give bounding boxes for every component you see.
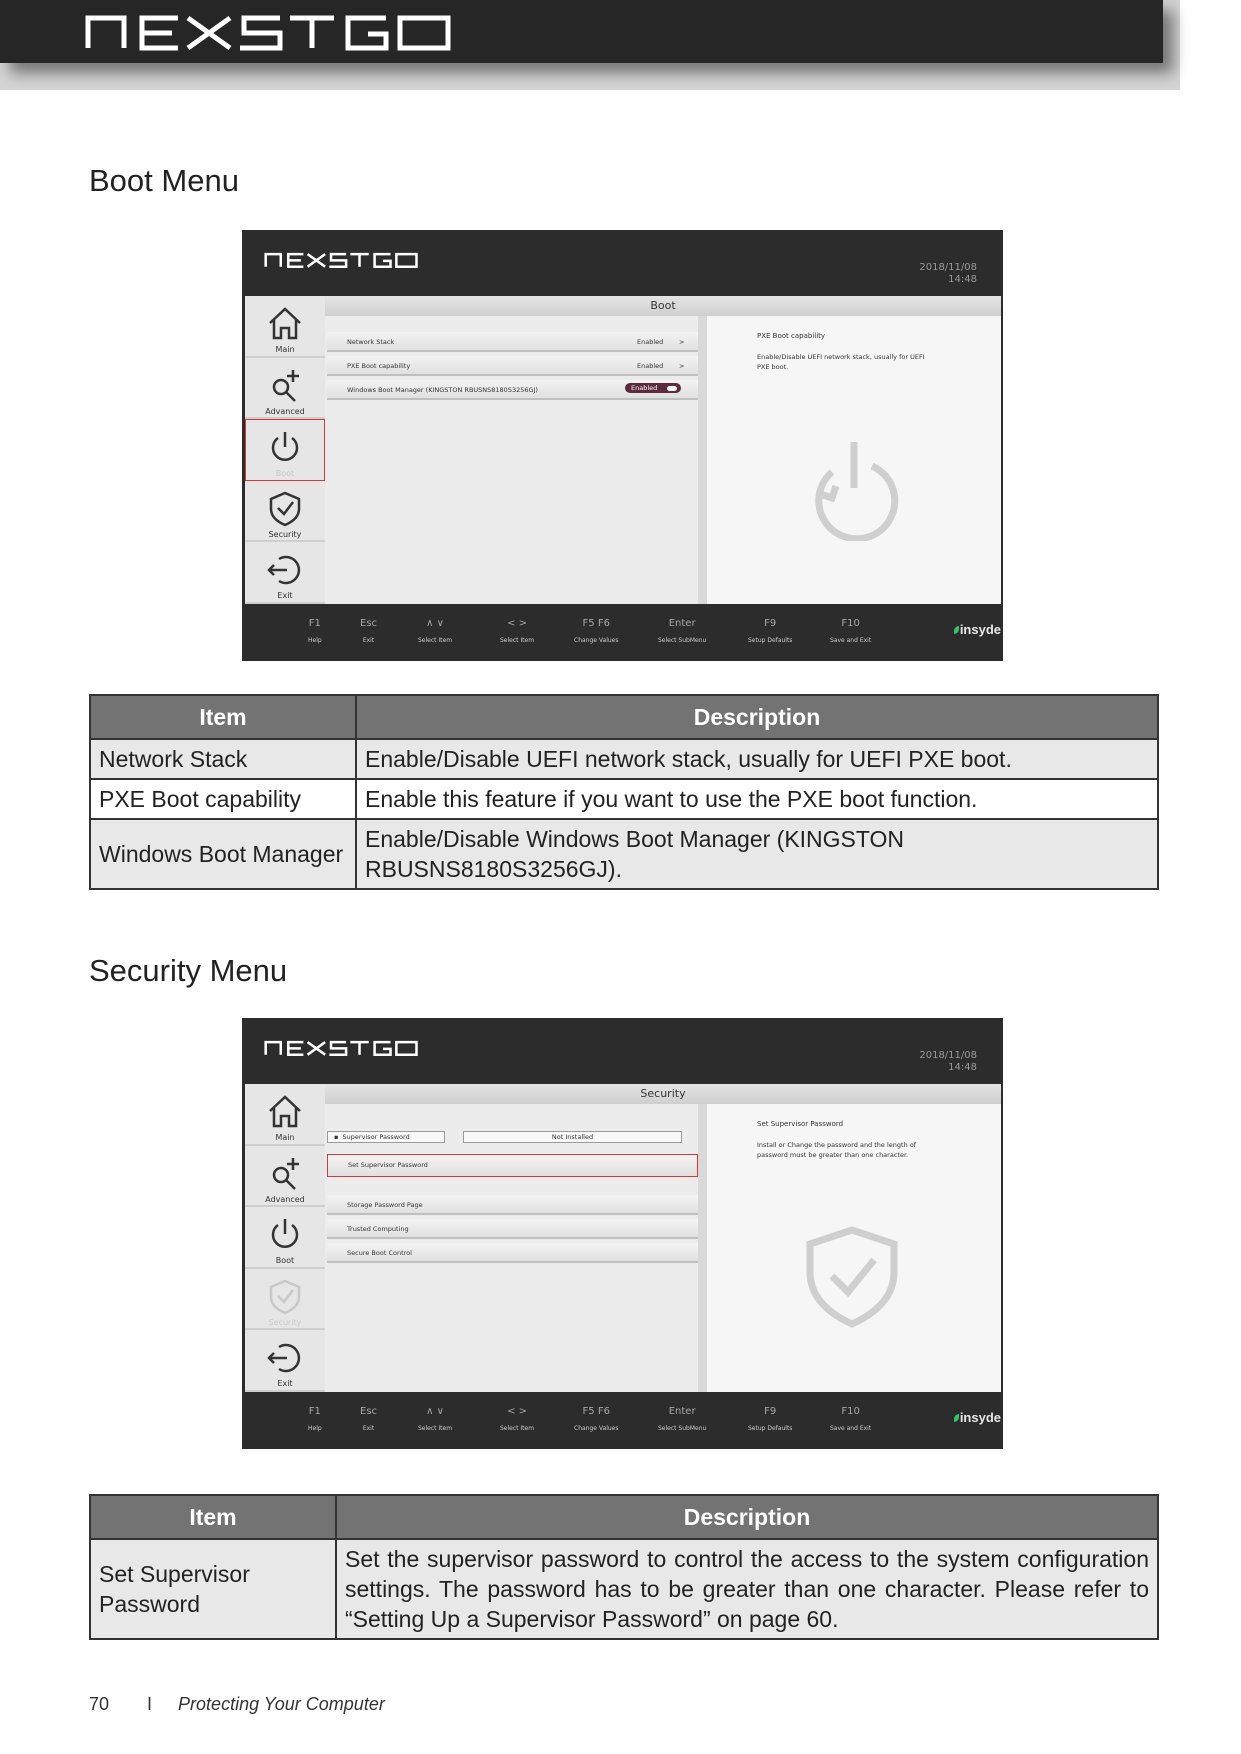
fkey-up-down: ∧ ∨ Select Item: [418, 618, 453, 644]
fkey-f10: F10 Save and Exit: [830, 618, 872, 644]
fkey-up-down: ∧ ∨ Select Item: [418, 1406, 453, 1432]
bios-date: 2018/11/08: [919, 1050, 977, 1061]
help-title: PXE Boot capability: [757, 332, 826, 340]
table-header-row: [90, 695, 1158, 739]
home-icon: [265, 1092, 305, 1130]
fkey-esc: Esc Exit: [360, 1406, 378, 1432]
item-cell: Set Supervisor Password: [90, 1539, 336, 1639]
bios-main-panel: [325, 296, 1001, 604]
bios-nexstgo-logo: [264, 250, 419, 270]
fkey-enter: Enter Select SubMenu: [658, 618, 707, 644]
bios-row-pxe-boot[interactable]: PXE Boot capability Enabled >: [327, 356, 698, 376]
fkey-f9: F9 Setup Defaults: [748, 1406, 793, 1432]
bios-row-trusted-computing[interactable]: Trusted Computing: [327, 1219, 698, 1239]
bios-key-legend: [242, 604, 1003, 661]
bios-divider: [698, 316, 707, 604]
exit-icon: [265, 1338, 305, 1376]
footer-separator: I: [147, 1694, 153, 1714]
bios-key-legend: [242, 1392, 1003, 1449]
description-cell: Set the supervisor password to control the access to the system configuration settings. The password has to be greater than one character. Please refer to “Setting Up a Supervisor Password” on page 60.: [336, 1539, 1158, 1639]
page-footer: [89, 1694, 385, 1715]
header-banner: [0, 0, 1163, 63]
bios-option-list: [325, 316, 698, 604]
supervisor-status-row: [327, 1130, 698, 1144]
search-plus-icon: [265, 366, 305, 404]
security-bios-screenshot: [242, 1018, 1003, 1449]
nav-security[interactable]: Security: [245, 481, 325, 543]
boot-bios-screenshot: [242, 230, 1003, 661]
fkey-left-right: < > Select Item: [500, 1406, 535, 1432]
bios-time: 14:48: [948, 1062, 977, 1073]
bios-divider: [698, 1104, 707, 1392]
power-icon: [265, 428, 305, 466]
description-cell: Enable/Disable UEFI network stack, usually for UEFI PXE boot.: [356, 739, 1158, 779]
bios-help-panel: [707, 316, 1001, 604]
chevron-right-icon: >: [679, 362, 685, 370]
bios-row-storage-password-page[interactable]: Storage Password Page: [327, 1195, 698, 1215]
help-text: Install or Change the password and the length of password must be greater than one character.: [757, 1141, 917, 1159]
nav-main[interactable]: Main: [245, 1084, 325, 1146]
table-row: [90, 779, 1158, 819]
item-cell: Windows Boot Manager: [90, 819, 356, 889]
shield-icon: [265, 489, 305, 527]
bios-row-windows-boot-manager[interactable]: Windows Boot Manager (KINGSTON RBUSNS8180S3256GJ) Enabled: [327, 380, 698, 400]
nav-boot[interactable]: Boot: [245, 1207, 325, 1269]
fkey-esc: Esc Exit: [360, 618, 378, 644]
table-row: [90, 739, 1158, 779]
page-number: 70: [89, 1694, 110, 1714]
nav-advanced[interactable]: Advanced: [245, 1146, 325, 1208]
bios-sidebar: [245, 1084, 325, 1392]
nav-advanced[interactable]: Advanced: [245, 358, 325, 420]
table-row: [90, 1539, 1158, 1639]
boot-items-table: [89, 694, 1159, 890]
bios-main-panel: [325, 1084, 1001, 1392]
shield-icon: [265, 1277, 305, 1315]
power-watermark-icon: [802, 436, 902, 541]
column-header-description: Description: [336, 1495, 1158, 1539]
nav-security[interactable]: Security: [245, 1269, 325, 1331]
fkey-left-right: < > Select Item: [500, 618, 535, 644]
description-cell: Enable/Disable Windows Boot Manager (KINGSTON RBUSNS8180S3256GJ).: [356, 819, 1158, 889]
table-row: [90, 819, 1158, 889]
insyde-logo: insyde: [954, 622, 1001, 637]
column-header-item: Item: [90, 1495, 336, 1539]
fkey-f1: F1 Help: [308, 618, 322, 644]
item-cell: Network Stack: [90, 739, 356, 779]
supervisor-label-box: ▪ Supervisor Password: [327, 1131, 445, 1143]
bios-sidebar: [245, 296, 325, 604]
bios-panel-title: Boot: [325, 296, 1001, 316]
power-icon: [265, 1215, 305, 1253]
chevron-right-icon: >: [679, 338, 685, 346]
bios-nexstgo-logo: [264, 1038, 419, 1058]
fkey-f5-f6: F5 F6 Change Values: [574, 618, 619, 644]
bios-clock: [919, 262, 977, 286]
bios-row-secure-boot-control[interactable]: Secure Boot Control: [327, 1243, 698, 1263]
column-header-description: Description: [356, 695, 1158, 739]
fkey-f5-f6: F5 F6 Change Values: [574, 1406, 619, 1432]
boot-menu-heading: Boot Menu: [89, 163, 239, 198]
bios-row-network-stack[interactable]: Network Stack Enabled >: [327, 332, 698, 352]
fkey-f1: F1 Help: [308, 1406, 322, 1432]
nav-exit[interactable]: Exit: [245, 1330, 325, 1392]
fkey-f10: F10 Save and Exit: [830, 1406, 872, 1432]
home-icon: [265, 304, 305, 342]
fkey-f9: F9 Setup Defaults: [748, 618, 793, 644]
search-plus-icon: [265, 1154, 305, 1192]
exit-icon: [265, 550, 305, 588]
security-items-table: [89, 1494, 1159, 1640]
bios-option-list: [325, 1104, 698, 1392]
bios-clock: [919, 1050, 977, 1074]
insyde-logo: insyde: [954, 1410, 1001, 1425]
chapter-title: Protecting Your Computer: [178, 1694, 385, 1714]
bios-panel-title: Security: [325, 1084, 1001, 1104]
nexstgo-logo: [84, 10, 454, 54]
fkey-enter: Enter Select SubMenu: [658, 1406, 707, 1432]
bios-date: 2018/11/08: [919, 262, 977, 273]
bios-help-panel: [707, 1104, 1001, 1392]
nav-boot[interactable]: Boot: [245, 419, 325, 481]
enabled-toggle[interactable]: Enabled: [625, 383, 681, 393]
bios-row-set-supervisor-password[interactable]: Set Supervisor Password: [327, 1154, 698, 1177]
help-title: Set Supervisor Password: [757, 1120, 844, 1128]
column-header-item: Item: [90, 695, 356, 739]
security-menu-heading: Security Menu: [89, 953, 288, 988]
description-cell: Enable this feature if you want to use the PXE boot function.: [356, 779, 1158, 819]
supervisor-status-box: Not Installed: [463, 1131, 682, 1143]
bios-time: 14:48: [948, 274, 977, 285]
nav-main[interactable]: Main: [245, 296, 325, 358]
shield-watermark-icon: [802, 1224, 902, 1329]
table-header-row: [90, 1495, 1158, 1539]
item-cell: PXE Boot capability: [90, 779, 356, 819]
help-text: Enable/Disable UEFI network stack, usually for UEFI PXE boot.: [757, 353, 925, 371]
nav-exit[interactable]: Exit: [245, 542, 325, 604]
